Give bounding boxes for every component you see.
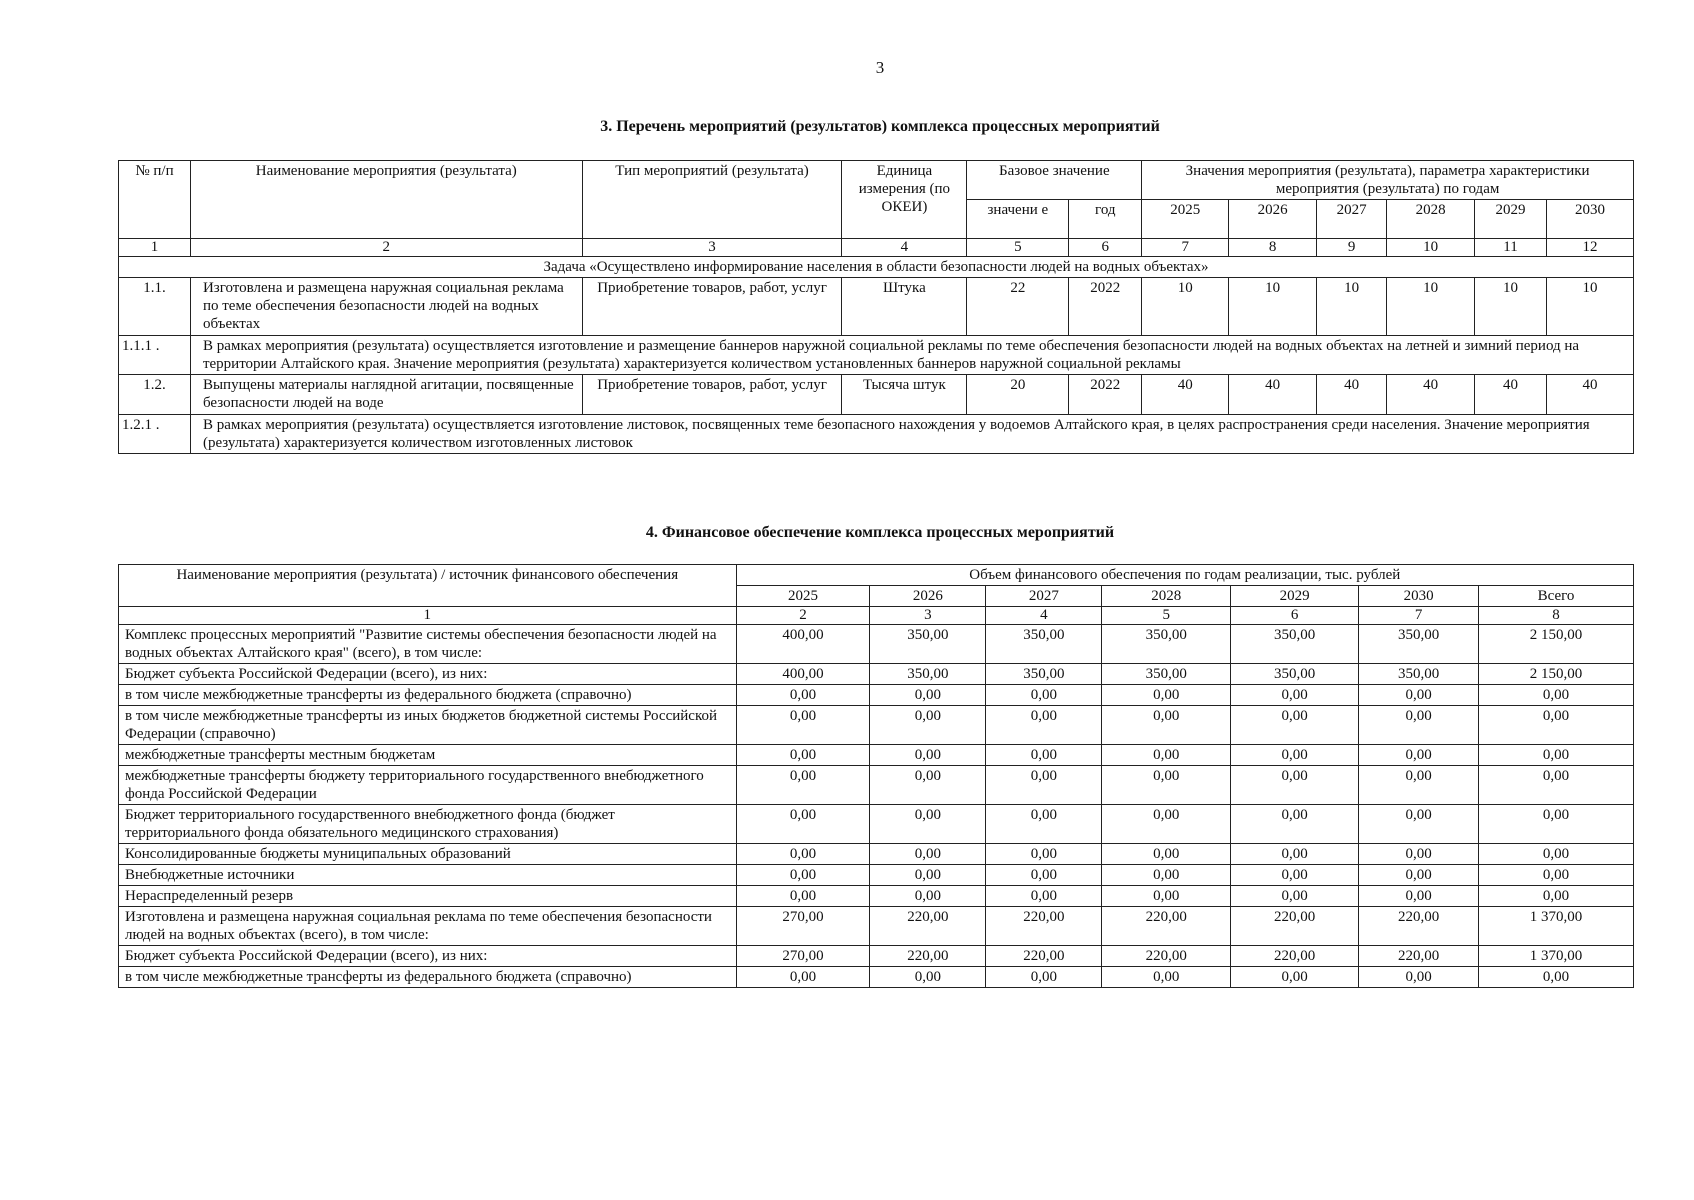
- description-num: 1.1.1 .: [119, 336, 191, 375]
- fin-row-total: 2 150,00: [1479, 664, 1634, 685]
- fin-row-value: 0,00: [986, 844, 1102, 865]
- fin-row-total: 2 150,00: [1479, 625, 1634, 664]
- fin-row-value: 0,00: [1359, 685, 1479, 706]
- fin-row-name: Бюджет субъекта Российской Федерации (всего), из них:: [119, 946, 737, 967]
- fin-row-value: 0,00: [1359, 805, 1479, 844]
- fin-row-total: 0,00: [1479, 805, 1634, 844]
- header-year: 2025: [1142, 200, 1229, 239]
- fin-row-name: Изготовлена и размещена наружная социальная реклама по теме обеспечения безопасности людей на водных объектах (всего), в том числе:: [119, 907, 737, 946]
- header-base: Базовое значение: [967, 161, 1142, 200]
- fin-row-value: 0,00: [1359, 865, 1479, 886]
- row-value: 10: [1317, 278, 1387, 336]
- fin-row-value: 0,00: [1102, 685, 1231, 706]
- fin-row-value: 0,00: [736, 967, 870, 988]
- index-cell: 3: [582, 239, 842, 257]
- fin-row-name: Внебюджетные источники: [119, 865, 737, 886]
- section3-title: 3. Перечень мероприятий (результатов) комплекса процессных мероприятий: [600, 118, 1160, 135]
- fin-row-total: 0,00: [1479, 766, 1634, 805]
- fin-row-value: 220,00: [1231, 907, 1359, 946]
- fin-header-name: Наименование мероприятия (результата) / источник финансового обеспечения: [119, 565, 737, 607]
- index-cell: 6: [1231, 607, 1359, 625]
- header-base-value: значени е: [967, 200, 1069, 239]
- row-value: 40: [1317, 375, 1387, 415]
- header-num: № п/п: [119, 161, 191, 239]
- fin-row-value: 350,00: [1102, 625, 1231, 664]
- fin-row-value: 0,00: [986, 766, 1102, 805]
- index-cell: 2: [190, 239, 582, 257]
- table-row: [119, 766, 1634, 805]
- fin-row-value: 0,00: [1359, 886, 1479, 907]
- fin-row-name: в том числе межбюджетные трансферты из иных бюджетов бюджетной системы Российской Федерации (справочно): [119, 706, 737, 745]
- fin-row-value: 0,00: [986, 805, 1102, 844]
- fin-row-value: 0,00: [986, 967, 1102, 988]
- task-row: [119, 257, 1634, 278]
- fin-row-value: 0,00: [1231, 844, 1359, 865]
- index-cell: 6: [1069, 239, 1142, 257]
- fin-index-row: [119, 607, 1634, 625]
- fin-row-name: Нераспределенный резерв: [119, 886, 737, 907]
- fin-row-value: 0,00: [736, 805, 870, 844]
- header-base-year: год: [1069, 200, 1142, 239]
- fin-row-value: 0,00: [1359, 967, 1479, 988]
- fin-row-name: в том числе межбюджетные трансферты из федерального бюджета (справочно): [119, 685, 737, 706]
- table-row: [119, 625, 1634, 664]
- table-row: [119, 706, 1634, 745]
- fin-row-name: в том числе межбюджетные трансферты из федерального бюджета (справочно): [119, 967, 737, 988]
- fin-row-value: 0,00: [736, 865, 870, 886]
- fin-row-value: 350,00: [1359, 664, 1479, 685]
- fin-header-row-1: [119, 565, 1634, 586]
- fin-header-volume: Объем финансового обеспечения по годам реализации, тыс. рублей: [736, 565, 1633, 586]
- index-cell: 9: [1317, 239, 1387, 257]
- table-row: [119, 886, 1634, 907]
- fin-row-value: 0,00: [870, 685, 986, 706]
- fin-row-value: 0,00: [736, 745, 870, 766]
- fin-row-value: 0,00: [986, 865, 1102, 886]
- fin-row-value: 220,00: [986, 946, 1102, 967]
- header-row-1: [119, 161, 1634, 200]
- row-base-year: 2022: [1069, 375, 1142, 415]
- table-row: [119, 967, 1634, 988]
- table-row: [119, 865, 1634, 886]
- index-cell: 11: [1475, 239, 1547, 257]
- fin-row-value: 0,00: [986, 706, 1102, 745]
- row-type: Приобретение товаров, работ, услуг: [582, 278, 842, 336]
- header-values: Значения мероприятия (результата), параметра характеристики мероприятия (результата) по годам: [1142, 161, 1634, 200]
- row-name: Выпущены материалы наглядной агитации, посвященные безопасности людей на воде: [190, 375, 582, 415]
- row-name: Изготовлена и размещена наружная социальная реклама по теме обеспечения безопасности людей на водных объектах: [190, 278, 582, 336]
- page-number: 3: [875, 58, 885, 77]
- fin-row-name: Комплекс процессных мероприятий "Развитие системы обеспечения безопасности людей на водных объектах Алтайского края" (всего), в том числе:: [119, 625, 737, 664]
- header-unit: Единица измерения (по ОКЕИ): [842, 161, 967, 239]
- index-cell: 2: [736, 607, 870, 625]
- fin-row-value: 0,00: [1359, 766, 1479, 805]
- fin-row-value: 0,00: [1102, 886, 1231, 907]
- fin-row-value: 0,00: [1359, 844, 1479, 865]
- fin-header-year: 2029: [1231, 586, 1359, 607]
- fin-row-value: 0,00: [870, 844, 986, 865]
- fin-row-value: 0,00: [870, 865, 986, 886]
- description-text: В рамках мероприятия (результата) осуществляется изготовление и размещение баннеров наружной социальной рекламы по теме обеспечения безопасности людей на водных объектах на летней и зимний период на территории Алтайского края. Значение мероприятия (результата) характеризуется количеством установленных баннеров наружной социальной рекламы: [190, 336, 1633, 375]
- fin-row-value: 0,00: [736, 886, 870, 907]
- fin-row-total: 0,00: [1479, 685, 1634, 706]
- fin-row-value: 0,00: [1102, 844, 1231, 865]
- row-value: 40: [1475, 375, 1547, 415]
- fin-row-name: Бюджет субъекта Российской Федерации (всего), из них:: [119, 664, 737, 685]
- fin-row-value: 0,00: [1231, 967, 1359, 988]
- header-year: 2028: [1387, 200, 1475, 239]
- fin-row-name: межбюджетные трансферты местным бюджетам: [119, 745, 737, 766]
- fin-row-value: 0,00: [736, 685, 870, 706]
- fin-header-year: 2027: [986, 586, 1102, 607]
- fin-row-value: 270,00: [736, 907, 870, 946]
- table-row: [119, 907, 1634, 946]
- fin-row-value: 350,00: [870, 625, 986, 664]
- fin-row-value: 0,00: [1102, 706, 1231, 745]
- fin-header-year: 2025: [736, 586, 870, 607]
- row-value: 10: [1142, 278, 1229, 336]
- task-text: Задача «Осуществлено информирование населения в области безопасности людей на водных объектах»: [119, 257, 1634, 278]
- table-row: [119, 805, 1634, 844]
- row-value: 10: [1546, 278, 1633, 336]
- row-num: 1.2.: [119, 375, 191, 415]
- fin-row-value: 0,00: [1231, 886, 1359, 907]
- header-type: Тип мероприятий (результата): [582, 161, 842, 239]
- index-cell: 8: [1229, 239, 1317, 257]
- fin-row-value: 0,00: [870, 766, 986, 805]
- fin-row-total: 0,00: [1479, 844, 1634, 865]
- fin-row-value: 0,00: [1231, 766, 1359, 805]
- fin-row-value: 0,00: [1231, 685, 1359, 706]
- row-base-year: 2022: [1069, 278, 1142, 336]
- row-value: 40: [1142, 375, 1229, 415]
- fin-row-value: 0,00: [1102, 805, 1231, 844]
- fin-row-value: 0,00: [1102, 745, 1231, 766]
- index-cell: 8: [1479, 607, 1634, 625]
- fin-row-value: 0,00: [1102, 766, 1231, 805]
- row-value: 40: [1229, 375, 1317, 415]
- header-year: 2030: [1546, 200, 1633, 239]
- fin-row-value: 0,00: [1231, 865, 1359, 886]
- index-cell: 10: [1387, 239, 1475, 257]
- row-value: 10: [1387, 278, 1475, 336]
- fin-row-value: 220,00: [1102, 907, 1231, 946]
- fin-header-year: 2030: [1359, 586, 1479, 607]
- row-unit: Штука: [842, 278, 967, 336]
- row-base-value: 22: [967, 278, 1069, 336]
- index-cell: 7: [1359, 607, 1479, 625]
- financing-table: [118, 564, 1634, 988]
- fin-row-value: 350,00: [1231, 625, 1359, 664]
- header-year: 2029: [1475, 200, 1547, 239]
- fin-row-value: 350,00: [986, 664, 1102, 685]
- fin-row-value: 220,00: [986, 907, 1102, 946]
- row-unit: Тысяча штук: [842, 375, 967, 415]
- fin-row-total: 0,00: [1479, 886, 1634, 907]
- fin-row-value: 350,00: [986, 625, 1102, 664]
- index-row: [119, 239, 1634, 257]
- row-value: 10: [1229, 278, 1317, 336]
- fin-row-value: 400,00: [736, 664, 870, 685]
- fin-header-total: Всего: [1479, 586, 1634, 607]
- index-cell: 1: [119, 239, 191, 257]
- fin-row-value: 220,00: [1359, 946, 1479, 967]
- fin-row-value: 0,00: [986, 685, 1102, 706]
- row-base-value: 20: [967, 375, 1069, 415]
- fin-row-value: 350,00: [1102, 664, 1231, 685]
- table-row: [119, 685, 1634, 706]
- fin-row-value: 0,00: [1102, 967, 1231, 988]
- fin-row-value: 220,00: [870, 907, 986, 946]
- fin-row-value: 0,00: [1231, 745, 1359, 766]
- fin-row-value: 220,00: [1359, 907, 1479, 946]
- header-year: 2026: [1229, 200, 1317, 239]
- fin-row-total: 0,00: [1479, 706, 1634, 745]
- fin-row-value: 0,00: [1102, 865, 1231, 886]
- fin-row-value: 220,00: [870, 946, 986, 967]
- fin-header-year: 2028: [1102, 586, 1231, 607]
- index-cell: 5: [1102, 607, 1231, 625]
- fin-row-total: 1 370,00: [1479, 907, 1634, 946]
- fin-row-value: 350,00: [1231, 664, 1359, 685]
- fin-row-value: 0,00: [870, 745, 986, 766]
- fin-row-value: 0,00: [736, 844, 870, 865]
- fin-row-name: Бюджет территориального государственного внебюджетного фонда (бюджет территориального фонда обязательного медицинского страхования): [119, 805, 737, 844]
- fin-header-year: 2026: [870, 586, 986, 607]
- fin-row-value: 0,00: [1359, 706, 1479, 745]
- fin-row-name: межбюджетные трансферты бюджету территориального государственного внебюджетного фонда Российской Федерации: [119, 766, 737, 805]
- row-value: 10: [1475, 278, 1547, 336]
- activities-table: [118, 160, 1634, 454]
- fin-row-value: 400,00: [736, 625, 870, 664]
- row-type: Приобретение товаров, работ, услуг: [582, 375, 842, 415]
- fin-row-value: 220,00: [1102, 946, 1231, 967]
- fin-row-total: 0,00: [1479, 865, 1634, 886]
- fin-row-value: 0,00: [1231, 805, 1359, 844]
- fin-row-value: 0,00: [870, 706, 986, 745]
- fin-row-total: 0,00: [1479, 967, 1634, 988]
- row-value: 40: [1387, 375, 1475, 415]
- fin-row-value: 270,00: [736, 946, 870, 967]
- fin-row-value: 350,00: [870, 664, 986, 685]
- fin-row-value: 0,00: [736, 706, 870, 745]
- fin-row-value: 0,00: [986, 745, 1102, 766]
- header-name: Наименование мероприятия (результата): [190, 161, 582, 239]
- row-value: 40: [1546, 375, 1633, 415]
- table-row: [119, 278, 1634, 336]
- fin-row-value: 0,00: [870, 805, 986, 844]
- index-cell: 7: [1142, 239, 1229, 257]
- index-cell: 5: [967, 239, 1069, 257]
- fin-row-value: 350,00: [1359, 625, 1479, 664]
- description-row: [119, 336, 1634, 375]
- description-text: В рамках мероприятия (результата) осуществляется изготовление листовок, посвященных теме безопасного нахождения у водоемов Алтайского края, в целях распространения среди населения. Значение мероприятия (результата) характеризуется количеством изготовленных листовок: [190, 415, 1633, 454]
- header-year: 2027: [1317, 200, 1387, 239]
- row-num: 1.1.: [119, 278, 191, 336]
- index-cell: 12: [1546, 239, 1633, 257]
- index-cell: 4: [842, 239, 967, 257]
- fin-row-value: 0,00: [870, 886, 986, 907]
- table-row: [119, 745, 1634, 766]
- fin-row-value: 0,00: [986, 886, 1102, 907]
- fin-row-value: 0,00: [1231, 706, 1359, 745]
- fin-row-name: Консолидированные бюджеты муниципальных образований: [119, 844, 737, 865]
- table-row: [119, 664, 1634, 685]
- index-cell: 1: [119, 607, 737, 625]
- fin-row-value: 0,00: [1359, 745, 1479, 766]
- description-num: 1.2.1 .: [119, 415, 191, 454]
- fin-row-total: 1 370,00: [1479, 946, 1634, 967]
- description-row: [119, 415, 1634, 454]
- table-row: [119, 375, 1634, 415]
- fin-row-value: 0,00: [870, 967, 986, 988]
- fin-body: [119, 625, 1634, 988]
- table-row: [119, 844, 1634, 865]
- fin-row-value: 220,00: [1231, 946, 1359, 967]
- section4-title: 4. Финансовое обеспечение комплекса процессных мероприятий: [645, 524, 1115, 541]
- fin-row-value: 0,00: [736, 766, 870, 805]
- table-row: [119, 946, 1634, 967]
- index-cell: 4: [986, 607, 1102, 625]
- index-cell: 3: [870, 607, 986, 625]
- fin-row-total: 0,00: [1479, 745, 1634, 766]
